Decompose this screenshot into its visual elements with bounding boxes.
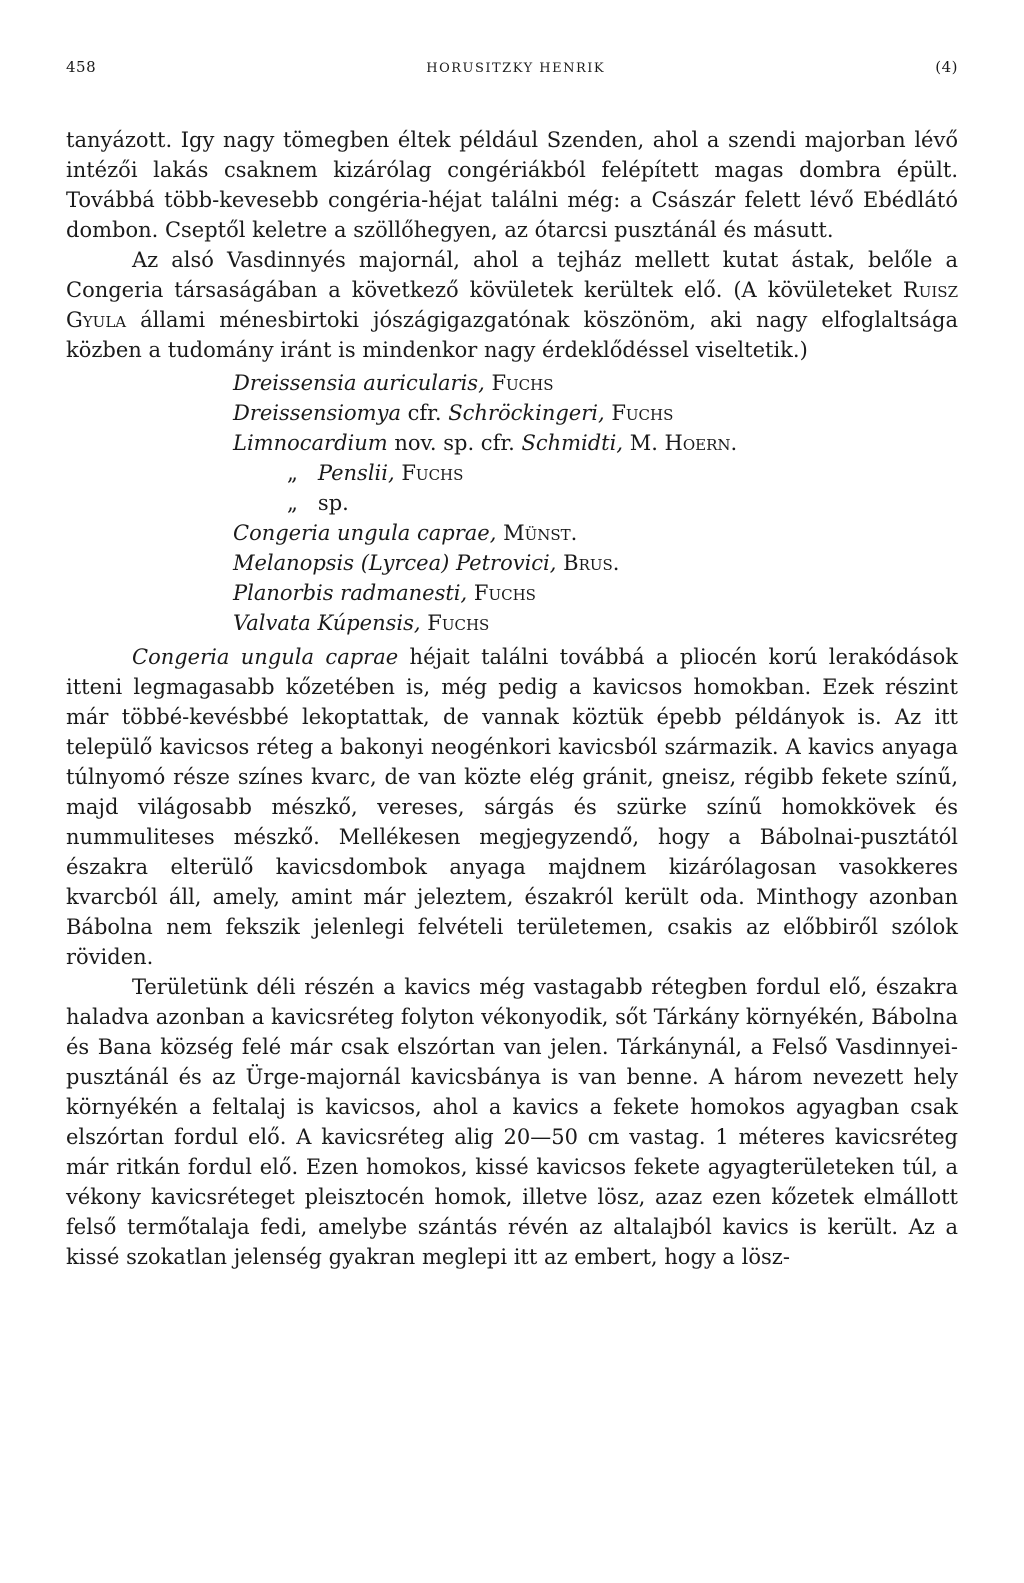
species-name: Planorbis radmanesti, (233, 581, 468, 605)
species-name: Valvata Kúpensis, (233, 611, 421, 635)
species-author: Fuchs (427, 611, 490, 635)
paragraph-2 (66, 245, 958, 365)
species-name: Melanopsis (Lyrcea) Petrovici, (233, 551, 557, 575)
species-name: Congeria ungula caprae, (233, 521, 497, 545)
fossil-list-item (233, 608, 958, 638)
species-author: Münst. (503, 521, 578, 545)
species-author: Fuchs (611, 401, 674, 425)
page-number: 458 (66, 58, 97, 76)
section-mark: (4) (935, 58, 958, 76)
species-name-2: Schmidti, (521, 431, 624, 455)
fossil-list-item (287, 458, 958, 488)
paragraph-3 (66, 642, 958, 972)
fossil-list-item (233, 518, 958, 548)
fossil-list-item (233, 578, 958, 608)
running-title: HORUSITZKY HENRIK (426, 61, 606, 76)
species-author: Fuchs (491, 371, 554, 395)
ditto-mark: „ (287, 461, 298, 485)
body-text (66, 125, 958, 1272)
fossil-list-item: Limnocardium nov. sp. cfr. Schmidti, M. Hoern. (233, 431, 738, 455)
ditto-mark: „ (287, 491, 298, 515)
paragraph-2-text-a: Az alsó Vasdinnyés majornál, ahol a tejház mellett kutat ástak, belőle a Congeria társaságában a következő kövületek kerültek elő. (A kövületeket (66, 248, 958, 302)
species-name: Dreissensiomya (233, 401, 401, 425)
paragraph-2-text-b: állami ménesbirtoki jószágigazgatónak köszönöm, aki nagy elfoglaltsága közben a tudomány iránt is mindenkor nagy érdeklődéssel viseltetik.) (66, 308, 958, 362)
person-name: Ruisz Gyula (66, 278, 958, 332)
paragraph-3-text: héjait találni továbbá a pliocén korú lerakódások itteni legmagasabb kőzetében is, még pedig a kavicsos homokban. Ezek részint már többé-kevésbbé lekoptattak, de vannak köztük épebb példányok is. Az itt települő kavicsos réteg a bakonyi neogénkori kavicsból származik. A kavics anyaga túlnyomó része színes kvarc, de van közte elég gránit, gneisz, régibb fekete színű, majd világosabb mészkő, vereses, sárgás és szürke színű homokkövek és nummuliteses mészkő. Mellékesen megjegyzendő, hogy a Bábolnai-pusztától északra elterülő kavicsdombok anyaga majdnem kizárólagosan vasokkeres kvarcból áll, amely, amint már jeleztem, északról került oda. Minthogy azonban Bábolna nem fekszik jelenlegi felvételi területemen, csakis az előbbiről szólok röviden. (66, 645, 958, 969)
fossil-list-item: „ sp. (287, 491, 349, 515)
species-name-2: Schröckingeri, (448, 401, 605, 425)
fossil-list-item: Dreissensiomya cfr. Schröckingeri, Fuchs (233, 401, 674, 425)
species-author: Hoern. (664, 431, 738, 455)
running-head (66, 58, 958, 76)
species-name: Dreissensia auricularis, (233, 371, 485, 395)
species-name: Penslii, (317, 461, 395, 485)
species-name: Limnocardium (233, 431, 388, 455)
paragraph-1: tanyázott. Igy nagy tömegben éltek például Szenden, ahol a szendi majorban lévő intézői lakás csaknem kizárólag congériákból felépített magas dombra épült. Továbbá több-kevesebb congéria-héjat találni még: a Császár felett lévő Ebédlátó dombon. Cseptől keletre a szöllőhegyen, az ótarcsi pusztánál és másutt. (66, 128, 958, 242)
species-name: Congeria ungula caprae (132, 645, 399, 669)
species-author: Brus. (563, 551, 620, 575)
fossil-list-item (233, 368, 958, 398)
species-author: Fuchs (401, 461, 464, 485)
fossil-list-item (233, 548, 958, 578)
paragraph-4: Területünk déli részén a kavics még vastagabb rétegben fordul elő, északra haladva azonban a kavicsréteg folyton vékonyodik, sőt Tárkány környékén, Bábolna és Bana község felé már csak elszórtan van jelen. Tárkánynál, a Felső Vasdinnyei-pusztánál és az Ürge-majornál kavicsbánya is van benne. A három nevezett hely környékén a feltalaj is kavicsos, ahol a kavics a fekete homokos agyagban csak elszórtan fordul elő. A kavicsréteg alig 20—50 cm vastag. 1 méteres kavicsréteg már ritkán fordul elő. Ezen homokos, kissé kavicsos fekete agyagterületeken túl, a vékony kavicsréteget pleisztocén homok, illetve lösz, azaz ezen kőzetek elmállott felső termőtalaja fedi, amelybe szántás révén az altalajból kavics is került. Az a kissé szokatlan jelenség gyakran meglepi itt az embert, hogy a lösz- (66, 975, 958, 1269)
fossil-list (66, 368, 958, 638)
species-author: Fuchs (473, 581, 536, 605)
